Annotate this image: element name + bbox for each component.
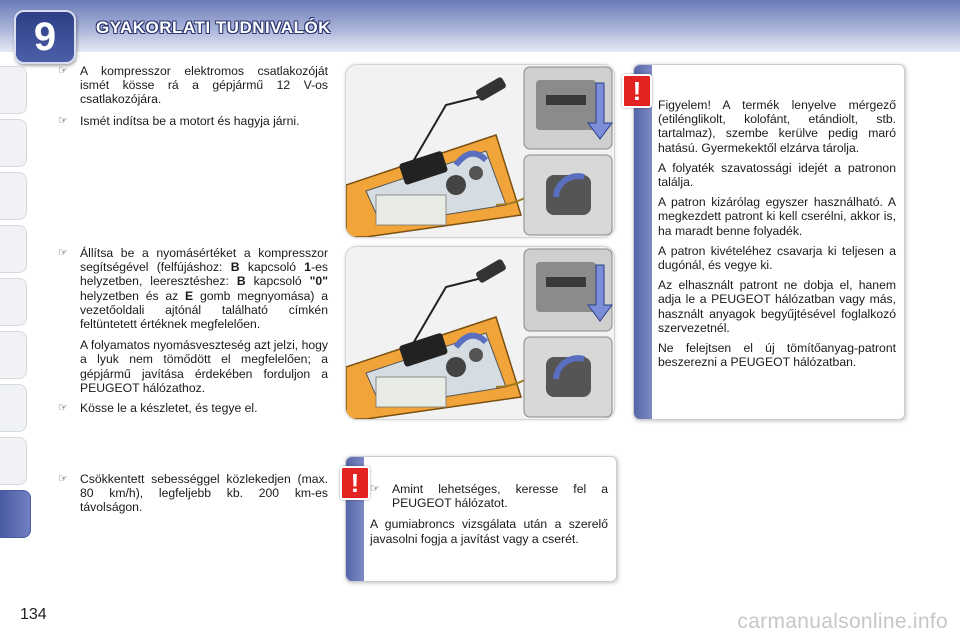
chapter-tab-3[interactable] bbox=[0, 172, 27, 220]
chapter-tab-4[interactable] bbox=[0, 225, 27, 273]
warning-exclamation-icon: ! bbox=[340, 466, 370, 500]
hand-pointer-icon: ☞ bbox=[58, 247, 68, 259]
paragraph: Az elhasznált patront ne dobja el, hanem adja le a PEUGEOT hálózatban vagy más, használt anyagok begyűjtésével foglalkozó szervezetnél. bbox=[658, 278, 896, 335]
compressor-illustration-1 bbox=[346, 65, 614, 237]
paragraph: A folyaték szavatossági idejét a patronon találja. bbox=[658, 160, 896, 190]
warning-stripe bbox=[634, 65, 652, 419]
warning-exclamation-icon: ! bbox=[622, 74, 652, 108]
list-item: ☞ Amint lehetséges, keresse fel a PEUGEOT hálózatot. bbox=[370, 482, 608, 511]
illustration-compressor-adjust bbox=[345, 246, 615, 420]
page-title: GYAKORLATI TUDNIVALÓK bbox=[96, 18, 331, 37]
chapter-badge: 9 bbox=[14, 10, 76, 64]
chapter-tabs bbox=[0, 66, 34, 543]
list-item: ☞ Állítsa be a nyomásértéket a kompresszor segítségével (felfújáshoz: B kapcsoló 1-es helyzetben, leeresztéshez: B kapcsoló "0" helyzetben és az E gomb megnyomása) a vezetőoldali ajtónál található címkén feltüntetett értéknek megfelelően. bbox=[58, 246, 328, 332]
chapter-tab-6[interactable] bbox=[0, 331, 27, 379]
chapter-tab-9-active[interactable] bbox=[0, 490, 31, 538]
paragraph: A folyamatos nyomásveszteség azt jelzi, hogy a lyuk nem tömődött el megfelelően; a gépjármű javítása érdekében forduljon a PEUGEOT hálózathoz. bbox=[80, 338, 328, 395]
chapter-tab-5[interactable] bbox=[0, 278, 27, 326]
chapter-tab-7[interactable] bbox=[0, 384, 27, 432]
illustration-compressor-connect bbox=[345, 64, 615, 238]
list-item: ☞ Csökkentett sebességgel közlekedjen (max. 80 km/h), legfeljebb kb. 200 km-es távolságon. bbox=[58, 472, 328, 515]
paragraph: Figyelem! A termék lenyelve mérgező (etilénglikolt, kolofánt, etándiolt, stb. tartalmaz), szembe kerülve pedig maró hatású. Gyermekektől elzárva tárolja. bbox=[658, 98, 896, 155]
paragraph: Ne felejtsen el új tömítőanyag-patront beszerezni a PEUGEOT hálózatban. bbox=[658, 341, 896, 370]
watermark: carmanualsonline.info bbox=[737, 610, 948, 633]
instructions-block-1 bbox=[58, 64, 328, 135]
list-item: ☞ Kösse le a készletet, és tegye el. bbox=[58, 401, 258, 416]
chapter-tab-1[interactable] bbox=[0, 66, 27, 114]
compressor-illustration-2 bbox=[346, 247, 614, 419]
paragraph: A patron kivételéhez csavarja ki teljesen a dugónál, és vegye ki. bbox=[658, 243, 896, 273]
warning-text-service bbox=[370, 482, 608, 552]
paragraph: A gumiabroncs vizsgálata után a szerelő javasolni fogja a javítást vagy a cserét. bbox=[370, 517, 608, 546]
instructions-block-3 bbox=[58, 472, 328, 522]
chapter-tab-2[interactable] bbox=[0, 119, 27, 167]
hand-pointer-icon: ☞ bbox=[370, 483, 380, 495]
hand-pointer-icon: ☞ bbox=[58, 473, 68, 485]
hand-pointer-icon: ☞ bbox=[58, 402, 68, 415]
hand-pointer-icon: ☞ bbox=[58, 114, 68, 127]
list-item: ☞ A kompresszor elektromos csatlakozóját ismét kösse rá a gépjármű 12 V-os csatlakozójára. bbox=[58, 64, 328, 107]
chapter-tab-8[interactable] bbox=[0, 437, 27, 485]
instructions-block-2 bbox=[58, 246, 328, 422]
list-item: ☞ Ismét indítsa be a motort és hagyja járni. bbox=[58, 113, 300, 128]
paragraph: A patron kizárólag egyszer használható. A megkezdett patront ki kell cserélni, akkor is, ha maradt benne folyadék. bbox=[658, 195, 896, 238]
hand-pointer-icon: ☞ bbox=[58, 65, 68, 77]
warning-text-product bbox=[658, 98, 896, 375]
page-number: 134 bbox=[20, 606, 47, 623]
